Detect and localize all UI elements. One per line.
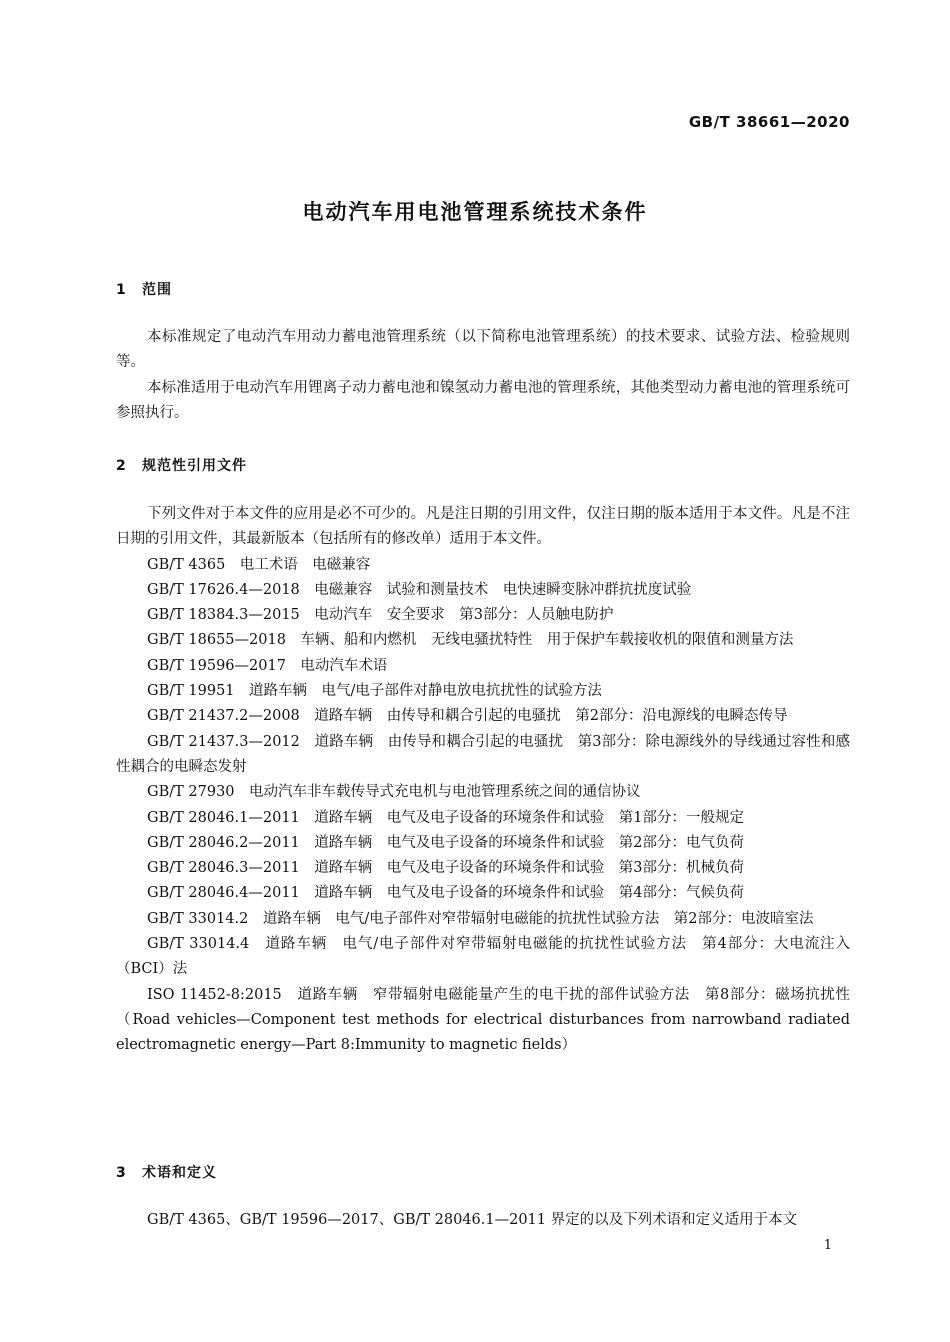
reference-item: ISO 11452-8:2015 道路车辆 窄带辐射电磁能量产生的电干扰的部件试验方法 第8部分：磁场抗扰性（Road vehicles—Component test methods for electrical disturbances from narrowband radiated electromagnetic energy—Part 8:Immunity to magnetic fields） bbox=[116, 986, 850, 1054]
section-3-body bbox=[116, 1208, 850, 1233]
reference-item: GB/T 19951 道路车辆 电气/电子部件对静电放电抗扰性的试验方法 bbox=[147, 683, 602, 700]
section-1-body bbox=[116, 325, 850, 426]
paragraph: 本标准规定了电动汽车用动力蓄电池管理系统（以下简称电池管理系统）的技术要求、试验方法、检验规则等。 bbox=[116, 329, 850, 371]
reference-item: GB/T 18655—2018 车辆、船和内燃机 无线电骚扰特性 用于保护车载接收机的限值和测量方法 bbox=[147, 632, 794, 649]
paragraph: 下列文件对于本文件的应用是必不可少的。凡是注日期的引用文件，仅注日期的版本适用于本文件。凡是不注日期的引用文件，其最新版本（包括所有的修改单）适用于本文件。 bbox=[116, 506, 850, 548]
section-title: 术语和定义 bbox=[142, 1165, 217, 1181]
section-2-body bbox=[116, 502, 850, 1059]
reference-item: GB/T 28046.4—2011 道路车辆 电气及电子设备的环境条件和试验 第4部分：气候负荷 bbox=[147, 885, 744, 902]
reference-item: GB/T 28046.2—2011 道路车辆 电气及电子设备的环境条件和试验 第2部分：电气负荷 bbox=[147, 834, 744, 851]
reference-item: GB/T 17626.4—2018 电磁兼容 试验和测量技术 电快速瞬变脉冲群抗扰度试验 bbox=[147, 581, 692, 598]
reference-item: GB/T 4365 电工术语 电磁兼容 bbox=[147, 556, 371, 573]
reference-item: GB/T 19596—2017 电动汽车术语 bbox=[147, 657, 388, 674]
section-title: 规范性引用文件 bbox=[142, 458, 247, 474]
reference-item: GB/T 18384.3—2015 电动汽车 安全要求 第3部分：人员触电防护 bbox=[147, 607, 614, 624]
section-heading-1 bbox=[116, 279, 172, 299]
section-number: 3 bbox=[116, 1165, 127, 1181]
paragraph: GB/T 4365、GB/T 19596—2017、GB/T 28046.1—2011 界定的以及下列术语和定义适用于本文 bbox=[147, 1212, 798, 1228]
reference-item: GB/T 28046.1—2011 道路车辆 电气及电子设备的环境条件和试验 第1部分：一般规定 bbox=[147, 809, 744, 826]
reference-item: GB/T 28046.3—2011 道路车辆 电气及电子设备的环境条件和试验 第3部分：机械负荷 bbox=[147, 860, 744, 877]
reference-item: GB/T 27930 电动汽车非车载传导式充电机与电池管理系统之间的通信协议 bbox=[147, 784, 641, 801]
reference-item: GB/T 21437.3—2012 道路车辆 由传导和耦合引起的电骚扰 第3部分：除电源线外的导线通过容性和感性耦合的电瞬态发射 bbox=[116, 733, 850, 775]
section-number: 2 bbox=[116, 458, 127, 474]
reference-item: GB/T 33014.2 道路车辆 电气/电子部件对窄带辐射电磁能的抗扰性试验方法 第2部分：电波暗室法 bbox=[147, 910, 814, 927]
reference-item: GB/T 33014.4 道路车辆 电气/电子部件对窄带辐射电磁能的抗扰性试验方法 第4部分：大电流注入（BCI）法 bbox=[116, 936, 850, 978]
document-title: 电动汽车用电池管理系统技术条件 bbox=[302, 200, 648, 224]
section-title: 范围 bbox=[142, 282, 172, 298]
standard-code: GB/T 38661—2020 bbox=[688, 113, 850, 131]
section-heading-2 bbox=[116, 455, 247, 475]
paragraph: 本标准适用于电动汽车用锂离子动力蓄电池和镍氢动力蓄电池的管理系统，其他类型动力蓄电池的管理系统可参照执行。 bbox=[116, 379, 850, 421]
page-number: 1 bbox=[823, 1238, 832, 1253]
section-number: 1 bbox=[116, 282, 127, 298]
section-heading-3 bbox=[116, 1162, 217, 1182]
reference-item: GB/T 21437.2—2008 道路车辆 由传导和耦合引起的电骚扰 第2部分：沿电源线的电瞬态传导 bbox=[147, 708, 788, 725]
